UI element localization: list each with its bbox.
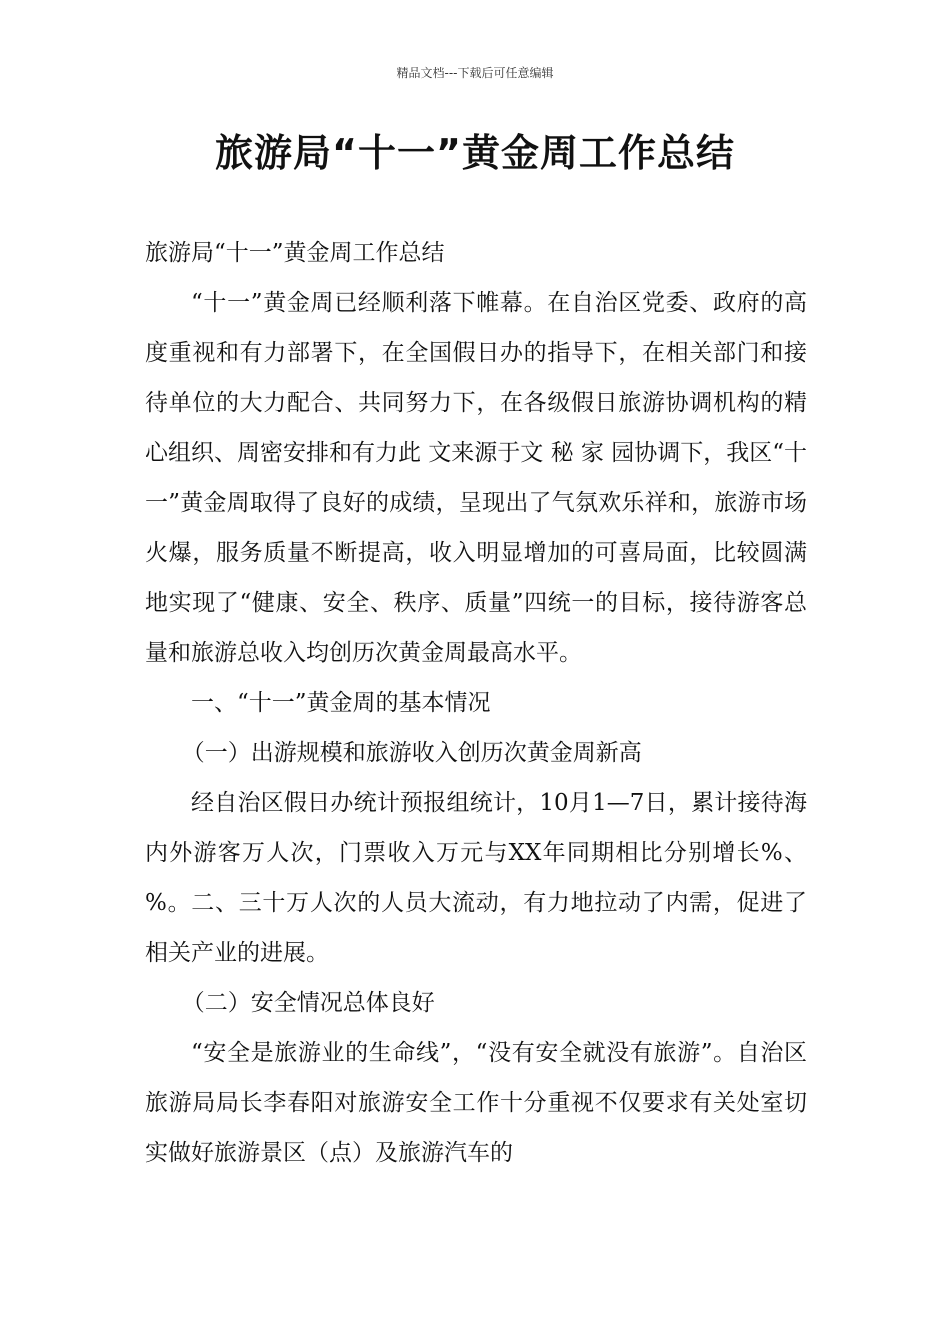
statistics-paragraph: 经自治区假日办统计预报组统计，10月1—7日，累计接待海内外游客万人次，门票收入万元与XX年同期相比分别增长%、%。二、三十万人次的人员大流动，有力地拉动了内需，促进了相关产业的进展。 <box>145 790 807 966</box>
subtitle-line: 旅游局“十一”黄金周工作总结 <box>145 240 445 266</box>
document-title: 旅游局“十一”黄金周工作总结 <box>215 131 735 175</box>
intro-paragraph: “十一”黄金周已经顺利落下帷幕。在自治区党委、政府的高度重视和有力部署下，在全国假日办的指导下，在相关部门和接待单位的大力配合、共同努力下，在各级假日旅游协调机构的精心组织、周密安排和有力此 文来源于文 秘 家 园协调下，我区“十一”黄金周取得了良好的成绩，呈现出了气氛欢乐祥和，旅游市场火爆，服务质量不断提高，收入明显增加的可喜局面，比较圆满地实现了“健康、安全、秩序、质量”四统一的目标，接待游客总量和旅游总收入均创历次黄金周最高水平。 <box>145 290 808 666</box>
subsection-heading-2: （二）安全情况总体良好 <box>181 990 435 1016</box>
section-heading-1: 一、“十一”黄金周的基本情况 <box>191 690 491 716</box>
header-note: 精品文档---下载后可任意编辑 <box>396 66 554 80</box>
document-body <box>145 228 807 1178</box>
safety-paragraph: “安全是旅游业的生命线”，“没有安全就没有旅游”。自治区旅游局局长李春阳对旅游安全工作十分重视不仅要求有关处室切实做好旅游景区（点）及旅游汽车的 <box>145 1040 807 1166</box>
subsection-heading-1: （一）出游规模和旅游收入创历次黄金周新高 <box>181 740 642 766</box>
